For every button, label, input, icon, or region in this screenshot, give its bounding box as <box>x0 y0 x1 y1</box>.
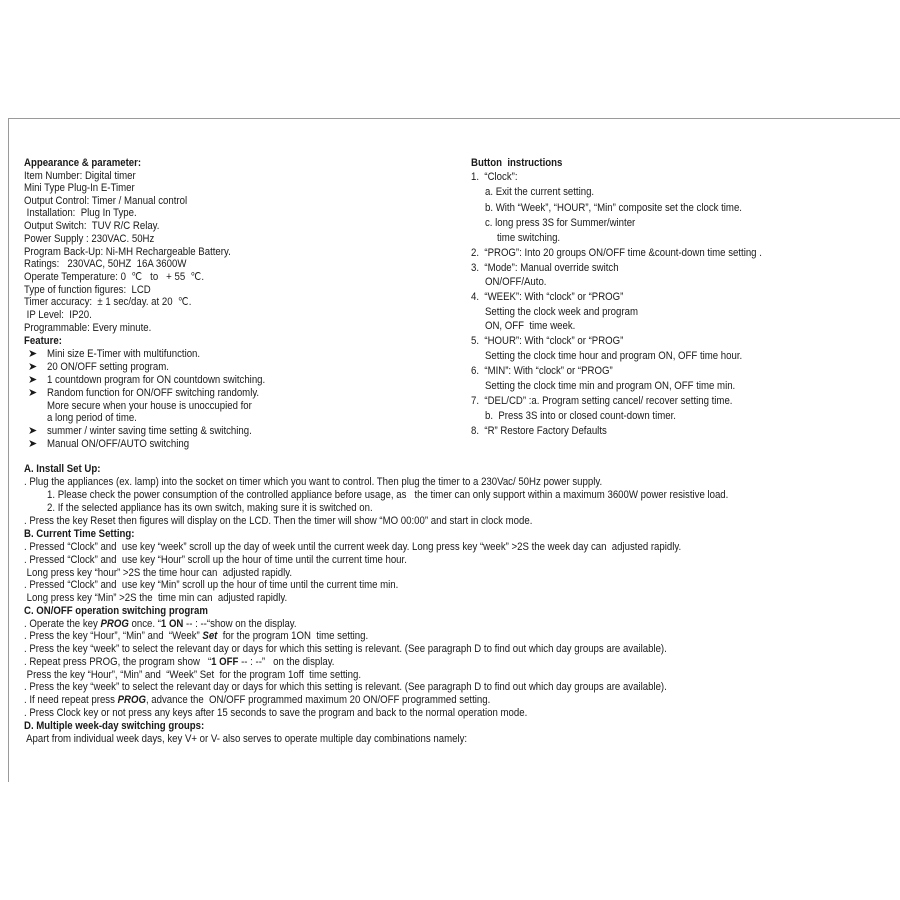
section-c-line <box>24 656 334 669</box>
section-d-line: Apart from individual week days, key V+ or V- also serves to operate multiple day combinations namely: <box>24 733 468 745</box>
instruction-line: Setting the clock time hour and program ON, OFF time hour. <box>485 350 743 362</box>
set-label: Set <box>202 630 218 642</box>
instruction-line: 5. “HOUR”: With “clock” or “PROG” <box>471 335 624 347</box>
text-run: . Press the key “Hour”, “Min” and “Week” <box>24 630 203 642</box>
feature-item: Random function for ON/OFF switching randomly. <box>47 387 260 399</box>
bullet-arrow-icon: ➤ <box>28 361 38 373</box>
instruction-line: Setting the clock week and program <box>485 306 638 318</box>
instruction-line: a. Exit the current setting. <box>485 186 595 198</box>
section-c-line: . Press the key “week” to select the relevant day or days for which this setting is relevant. (See paragraph D to find out which day groups are available). <box>24 643 667 655</box>
display-code: 1 OFF <box>211 656 239 668</box>
text-run: for the program 1ON time setting. <box>217 630 369 642</box>
section-c-heading: C. ON/OFF operation switching program <box>24 605 208 617</box>
param-line: Power Supply : 230VAC. 50Hz <box>24 233 155 245</box>
bullet-arrow-icon: ➤ <box>28 374 38 386</box>
text-run: , advance the ON/OFF programmed maximum 20 ON/OFF programmed setting. <box>145 694 491 706</box>
text-run: . Repeat press PROG, the program show “ <box>24 656 212 668</box>
instruction-line: b. With “Week”, “HOUR”, “Min” composite set the clock time. <box>485 202 742 214</box>
appearance-heading: Appearance & parameter: <box>24 157 142 169</box>
section-a-line: . Plug the appliances (ex. lamp) into the socket on timer which you want to control. Then plug the timer to a 230Vac/ 50Hz power supply. <box>24 476 603 488</box>
param-line: Operate Temperature: 0 ℃ to + 55 ℃. <box>24 271 205 283</box>
feature-item: summer / winter saving time setting & switching. <box>47 425 252 437</box>
bullet-arrow-icon: ➤ <box>28 438 38 450</box>
instruction-line: Setting the clock time min and program ON, OFF time min. <box>485 380 736 392</box>
page-border-left <box>8 118 9 782</box>
section-c-line: . Press Clock key or not press any keys after 15 seconds to save the program and back to the normal operation mode. <box>24 707 528 719</box>
feature-item: Manual ON/OFF/AUTO switching <box>47 438 190 450</box>
text-run: once. “ <box>128 618 161 630</box>
param-line: Timer accuracy: ± 1 sec/day. at 20 ℃. <box>24 296 192 308</box>
instruction-line: ON/OFF/Auto. <box>485 276 547 288</box>
bullet-arrow-icon: ➤ <box>28 387 38 399</box>
section-c-line: Press the key “Hour”, “Min” and “Week” Set for the program 1off time setting. <box>24 669 362 681</box>
instruction-line: time switching. <box>497 232 561 244</box>
section-a-line: . Press the key Reset then figures will display on the LCD. Then the timer will show “MO 00:00” and start in clock mode. <box>24 515 533 527</box>
param-line: Programmable: Every minute. <box>24 322 152 334</box>
param-line: Output Control: Timer / Manual control <box>24 195 188 207</box>
section-b-line: . Pressed “Clock” and use key “week” scroll up the day of week until the current week day. Long press key “week” >2S the week day can adjusted rapidly. <box>24 541 682 553</box>
feature-item-continued: a long period of time. <box>47 412 137 424</box>
param-line: Item Number: Digital timer <box>24 170 136 182</box>
section-a-heading: A. Install Set Up: <box>24 463 101 475</box>
feature-heading: Feature: <box>24 335 62 347</box>
section-a-line: 1. Please check the power consumption of the controlled appliance before usage, as the timer can only support within a maximum 3600W power resistive load. <box>47 489 729 501</box>
section-b-line: Long press key “hour” >2S the time hour can adjusted rapidly. <box>24 567 293 579</box>
feature-item: 1 countdown program for ON countdown switching. <box>47 374 266 386</box>
text-run: -- : --“show on the display. <box>183 618 297 630</box>
param-line: Type of function figures: LCD <box>24 284 151 296</box>
param-line: Installation: Plug In Type. <box>24 207 137 219</box>
page-border-top <box>8 118 900 119</box>
feature-item-continued: More secure when your house is unoccupied for <box>47 400 252 412</box>
section-b-line: . Pressed “Clock” and use key “Min” scroll up the hour of time until the current time min. <box>24 579 399 591</box>
section-d-heading: D. Multiple week-day switching groups: <box>24 720 205 732</box>
section-c-line: . Press the key “week” to select the relevant day or days for which this setting is relevant. (See paragraph D to find out which day groups are available). <box>24 681 667 693</box>
feature-item: Mini size E-Timer with multifunction. <box>47 348 201 360</box>
prog-key-label: PROG <box>100 618 129 630</box>
section-b-line: Long press key “Min” >2S the time min can adjusted rapidly. <box>24 592 288 604</box>
button-instructions-heading: Button instructions <box>471 157 563 169</box>
instruction-line: 1. “Clock”: <box>471 171 518 183</box>
instruction-line: 2. “PROG”: Into 20 groups ON/OFF time &count-down time setting . <box>471 247 762 259</box>
display-code: 1 ON <box>160 618 184 630</box>
param-line: Ratings: 230VAC, 50HZ 16A 3600W <box>24 258 187 270</box>
instruction-line: b. Press 3S into or closed count-down timer. <box>485 410 676 422</box>
param-line: Output Switch: TUV R/C Relay. <box>24 220 160 232</box>
prog-key-label: PROG <box>117 694 146 706</box>
param-line: Program Back-Up: Ni-MH Rechargeable Battery. <box>24 246 231 258</box>
bullet-arrow-icon: ➤ <box>28 425 38 437</box>
section-c-line <box>24 694 490 707</box>
feature-item: 20 ON/OFF setting program. <box>47 361 169 373</box>
section-b-heading: B. Current Time Setting: <box>24 528 135 540</box>
instruction-line: 4. “WEEK”: With “clock” or “PROG” <box>471 291 624 303</box>
text-run: . If need repeat press <box>24 694 118 706</box>
section-c-line <box>24 630 368 643</box>
text-run: -- : --” on the display. <box>238 656 335 668</box>
param-line: Mini Type Plug-In E-Timer <box>24 182 135 194</box>
instruction-line: 6. “MIN”: With “clock” or “PROG” <box>471 365 613 377</box>
instruction-line: ON, OFF time week. <box>485 320 576 332</box>
bullet-arrow-icon: ➤ <box>28 348 38 360</box>
instruction-line: 8. “R” Restore Factory Defaults <box>471 425 607 437</box>
text-run: . Operate the key <box>24 618 101 630</box>
instruction-line: 3. “Mode”: Manual override switch <box>471 262 619 274</box>
instruction-line: 7. “DEL/CD” :a. Program setting cancel/ recover setting time. <box>471 395 733 407</box>
instruction-line: c. long press 3S for Summer/winter <box>485 217 636 229</box>
param-line: IP Level: IP20. <box>24 309 92 321</box>
section-b-line: . Pressed “Clock” and use key “Hour” scroll up the hour of time until the current time hour. <box>24 554 407 566</box>
section-a-line: 2. If the selected appliance has its own switch, making sure it is switched on. <box>47 502 373 514</box>
